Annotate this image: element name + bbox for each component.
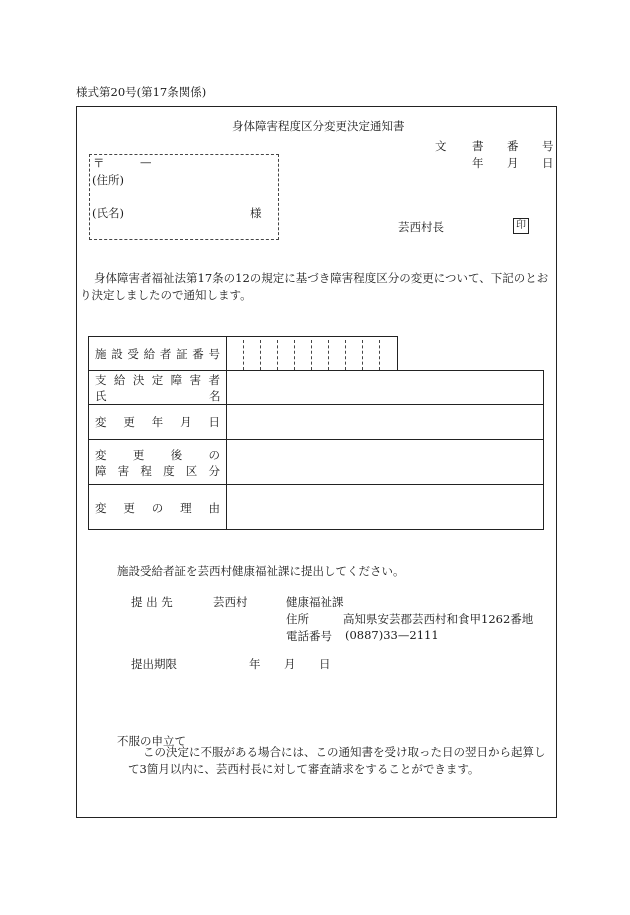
submit-phone-value: (0887)33—2111 — [345, 628, 439, 642]
label-new-classification-line2: 障害程度区分 — [95, 464, 220, 478]
label-recipient-mei: 名 — [209, 389, 221, 403]
submit-village: 芸西村 — [213, 595, 248, 609]
submit-note: 施設受給者証を芸西村健康福祉課に提出してください。 — [117, 564, 405, 578]
postal-dash: — — [140, 155, 152, 169]
doc-date-day: 日 — [542, 156, 554, 170]
submit-phone-label: 電話番号 — [286, 629, 332, 643]
submit-address-label: 住所 — [286, 612, 309, 626]
official-seal: 印 — [513, 218, 529, 234]
digit-separator — [243, 340, 244, 370]
issuer-title: 芸西村長 — [398, 220, 444, 234]
label-new-classification-line1: 変更後の — [95, 448, 220, 462]
label-recipient-shi: 氏 — [95, 389, 107, 403]
deadline-month: 月 — [284, 657, 296, 671]
label-certificate-number: 施設受給者証番号 — [95, 347, 220, 361]
deadline-day: 日 — [319, 657, 331, 671]
label-recipient-line1: 支給決定障害者 — [95, 373, 220, 387]
digit-separator — [277, 340, 278, 370]
appeal-text-line1: この決定に不服がある場合には、この通知書を受け取った日の翌日から起算し — [143, 745, 546, 759]
digit-separator — [379, 340, 380, 370]
name-label: (氏名) — [92, 206, 124, 220]
postal-mark: 〒 — [93, 156, 105, 170]
form-number: 様式第20号(第17条関係) — [76, 85, 207, 99]
submit-destination-label: 提 出 先 — [131, 595, 173, 609]
digit-separator — [362, 340, 363, 370]
digit-separator — [328, 340, 329, 370]
row-divider — [88, 484, 544, 485]
recipient-address-box — [89, 154, 279, 240]
doc-date-month: 月 — [507, 156, 519, 170]
label-change-date: 変更年月日 — [95, 415, 220, 429]
body-text-line1: 身体障害者福祉法第17条の12の規定に基づき障害程度区分の変更について、下記のとお — [94, 271, 549, 285]
digit-separator — [260, 340, 261, 370]
deadline-year: 年 — [249, 657, 261, 671]
deadline-label: 提出期限 — [131, 657, 177, 671]
submit-address-value: 高知県安芸郡芸西村和食甲1262番地 — [343, 612, 534, 626]
address-label: (住所) — [92, 173, 124, 187]
doc-number-go: 号 — [542, 139, 554, 153]
document-title: 身体障害程度区分変更決定通知書 — [232, 119, 405, 133]
appeal-heading: 不服の申立て — [117, 734, 186, 748]
digit-separator — [345, 340, 346, 370]
digit-separator — [311, 340, 312, 370]
doc-number-bunsho: 文 — [435, 139, 447, 153]
honorific-sama: 様 — [250, 206, 262, 220]
doc-date-year: 年 — [472, 156, 484, 170]
submit-department: 健康福祉課 — [286, 595, 344, 609]
label-change-reason: 変更の理由 — [95, 501, 220, 515]
doc-number-ban: 番 — [507, 139, 519, 153]
digit-separator — [294, 340, 295, 370]
body-text-line2: り決定しましたので通知します。 — [80, 288, 252, 302]
appeal-text-line2: て3箇月以内に、芸西村長に対して審査請求をすることができます。 — [128, 762, 480, 776]
doc-number-sho: 書 — [472, 139, 484, 153]
